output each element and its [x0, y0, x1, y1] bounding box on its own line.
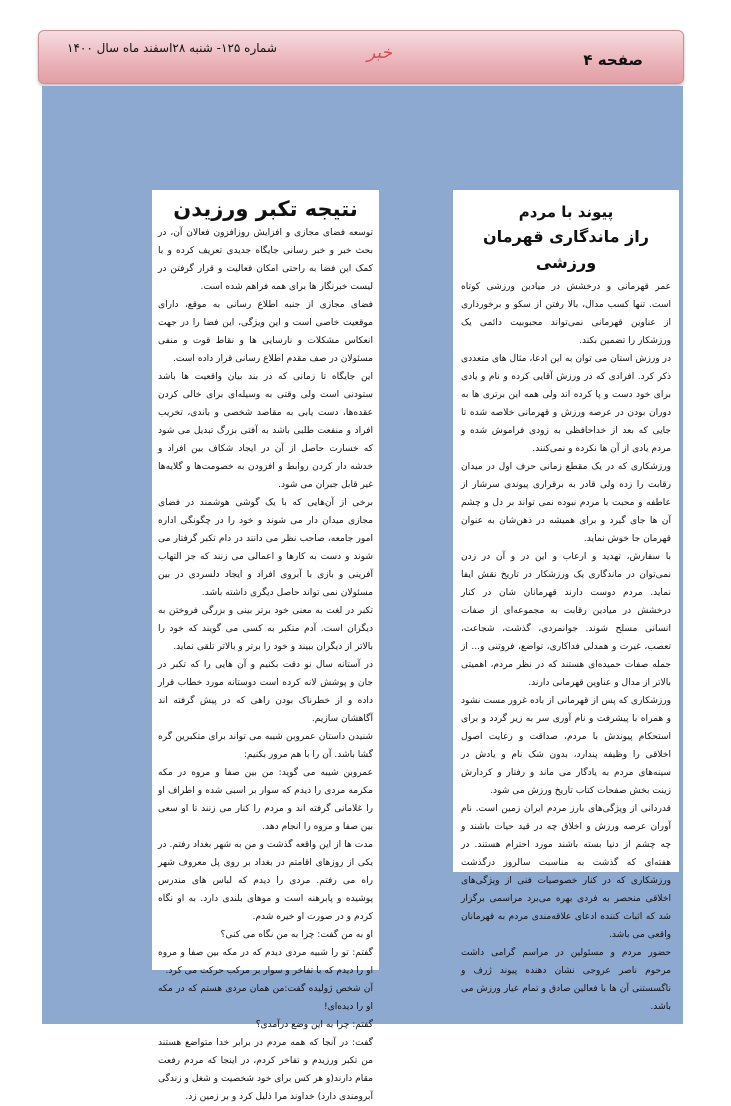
article-paragraph: فضای مجازی از جنبه اطلاع رسانی به موقع، دارای موقعیت خاصی است و این ویژگی، این فضا را در جهت انعکاس مشکلات و نارسایی ها و نقاط قوت و منفی مسئولان در صف مقدم اطلاع رسانی قرار داده است.	[158, 300, 373, 364]
article-paragraph: این جایگاه تا زمانی که در بند بیان واقعیت ها باشد ستودنی است ولی وقتی به وسیله‌ای برای خالی کردن عقده‌ها، دست یابی به مقاصد شخصی و باندی، تخریب افراد و منفعت طلبی باشد به آفتی بزرگ تبدیل می شود که خسارت حاصل از آن در ایجاد شکاف بین افراد و خدشه دار کردن روابط و افزودن به خصومت‌ها و گلایه‌ها غیر قابل جبران می شود.	[158, 372, 373, 490]
article-paragraph: حضور مردم و مسئولین در مراسم گرامی داشت مرحوم ناصر عروجی نشان دهنده پیوند ژرف و ناگسستنی آن ها با فعالین صادق و تمام عیار ورزش می باشد.	[461, 948, 671, 1012]
article-paragraph: قدردانی از ویژگی‌های بارز مردم ایران زمین است. نام آوران عرصه ورزش و اخلاق چه در قید حیات باشند و چه چشم از دنیا بسته باشند مورد احترام هستند. در هفته‌ای که گذشت به مناسبت سالروز درگذشت ورزشکاری که در کنار خصوصیات فنی از ویژگی‌های اخلاقی منحصر به فردی بهره می‌برد مراسمی برگزار شد که اثبات کننده ادعای علاقه‌مندی مردم به قهرمانان واقعی می باشد.	[461, 804, 671, 940]
article-paragraph: گفتم: تو را شبیه مردی دیدم که در مکه بین صفا و مروه او را دیدم که با تفاخر و سوار بر مرکب حرکت می کرد.	[158, 948, 373, 976]
article-paragraph: در ورزش استان می توان به این ادعا، مثال های متعددی ذکر کرد. افرادی که در ورزش آقایی کرده و نام و یادی برای خود دست و پا کرده اند ولی همه این برتری ها به دوران بودن در عرصه ورزش و قهرمانی خلاصه شده تا جایی که بعد از خداحافظی به زودی فراموش شده و مردم یادی از آن ها نکرده و نمی‌کنند.	[461, 354, 671, 454]
article-paragraph: شنیدن داستان عمروبن شیبه می تواند برای متکبرین گره گشا باشد. آن را با هم مرور بکنیم:	[158, 732, 373, 760]
page-number: صفحه ۴	[583, 51, 643, 69]
newspaper-logo: خبر	[367, 43, 393, 63]
article-title-line-1: پیوند با مردم	[518, 203, 614, 221]
article-paragraph: توسعه فضای مجازی و افزایش روزافزون فعالان آن، در بحث خبر و خبر رسانی جایگاه جدیدی تعریف کرده و با کمک این فضا به راحتی امکان فعالیت و قرار گرفتن در لیست خبرنگار ها برای همه فراهم شده است.	[158, 228, 373, 292]
article-title: نتیجه تکبر ورزیدن	[173, 197, 358, 221]
article-paragraph: برخی از آن‌هایی که با یک گوشی هوشمند در فضای مجازی میدان دار می شوند و خود را در چگونگی اداره امور جامعه، صاحب نظر می دانند در دام تکبر گرفتار می شوند و دست به کارها و اعمالی می زنند که جز التهاب آفرینی و بازی با آبروی افراد و ایجاد دلسردی در بین مسئولان نمی تواند حاصل دیگری داشته باشد.	[158, 498, 373, 598]
article-column-right	[453, 190, 679, 1012]
article-paragraph: با سفارش، تهدید و ارعاب و این در و آن در زدن نمی‌توان در ماندگاری یک ورزشکار در تاریخ نقش ایفا نماید. مردم دوست دارند قهرمانان شان در کنار درخشش در میادین رقابت به مجموعه‌ای از صفات انسانی مسلح شوند. جوانمردی، گذشت، شجاعت، تعصب، غیرت و همدلی فداکاری، تواضع، فروتنی و... از جمله صفات حمیده‌ای هستند که در نظر مردم، اهمیتی بالاتر از مدال و عناوین قهرمانی دارند.	[461, 552, 671, 688]
issue-info: شماره ۱۲۵- شنبه ۲۸اسفند ماه سال ۱۴۰۰	[67, 41, 277, 55]
article-paragraph: گفت: در آنجا که همه مردم در برابر خدا متواضع هستند من تکبر ورزیدم و تفاخر کردم، در اینجا که مردم رفعت مقام دارند(و هر کس برای خود شخصیت و شغل و زندگی آبرومندی دارد) خداوند مرا ذلیل کرد و بر زمین زد.	[158, 1038, 373, 1102]
article-column-left	[152, 190, 379, 1102]
article-paragraph: ورزشکاری که در یک مقطع زمانی حرف اول در میدان رقابت را زده ولی قادر به برقراری پیوندی سرشار از عاطفه و محبت با مردم نبوده نمی تواند بر دل و چشم آن ها جای گیرد و برای همیشه در ذهن‌شان به عنوان قهرمان جا خوش نماید.	[461, 462, 671, 544]
article-paragraph: عمروبن شیبه می گوید: من بین صفا و مروه در مکه مکرمه مردی را دیدم که سوار بر اسبی شده و اطراف او را غلامانی گرفته اند و مردم را کنار می زنند تا او سعی بین صفا و مروه را انجام دهد.	[158, 768, 373, 832]
article-paragraph: مدت ها از این واقعه گذشت و من به شهر بغداد رفتم. در یکی از روزهای اقامتم در بغداد بر روی پل معروف شهر راه می رفتم. مردی را دیدم که لباس های مندرس پوشیده و پابرهنه است و موهای بلندی دارد. به او نگاه کردم و در صورت او خیره شدم.	[158, 840, 373, 922]
article-paragraph: گفتم: چرا به این وضع درآمدی؟	[255, 1020, 373, 1030]
page-header	[38, 30, 684, 84]
article-paragraph: او به من گفت: چرا به من نگاه می کنی؟	[220, 930, 373, 940]
article-paragraph: عمر قهرمانی و درخشش در میادین ورزشی کوتاه است. تنها کسب مدال، بالا رفتن از سکو و برخورداری از عناوین قهرمانی نمی‌تواند محبوبیت دائمی یک ورزشکار را تضمین بکند.	[461, 282, 671, 346]
article-body	[158, 224, 373, 1106]
article-paragraph: آن شخص ژولیده گفت:من همان مردی هستم که در مکه او را دیده‌ای!	[158, 984, 373, 1012]
article-paragraph: تکبر در لغت به معنی خود برتر بینی و بزرگی فروختن به دیگران است. آدم متکبر به کسی می گویند که خود را بالاتر از دیگران ببیند و خود را برتر و بالاتر تلقی نماید.	[158, 606, 373, 652]
article-paragraph: در آستانه سال نو دقت بکنیم و آن هایی را که تکبر در جان و پوشش لانه کرده است دوستانه مورد خطاب قرار داده و از خطرناک بودن راهی که در پیش گرفته اند آگاهشان سازیم.	[158, 660, 373, 724]
article-paragraph: ورزشکاری که پس از قهرمانی از باده غرور مست نشود و همراه با پیشرفت و نام آوری سر به زیر گردد و برای استحکام پیوندش با مردم، صداقت و رعایت اصول اخلاقی را وظیفه پندارد، بدون شک نام و یادش در سینه‌های مردم به یادگار می ماند و رفتار و کردارش زینت بخش صفحات کتاب تاریخ ورزش می شود.	[461, 696, 671, 796]
article-body	[461, 278, 671, 1016]
article-title-line-2: راز ماندگاری قهرمان ورزشی	[483, 227, 649, 272]
